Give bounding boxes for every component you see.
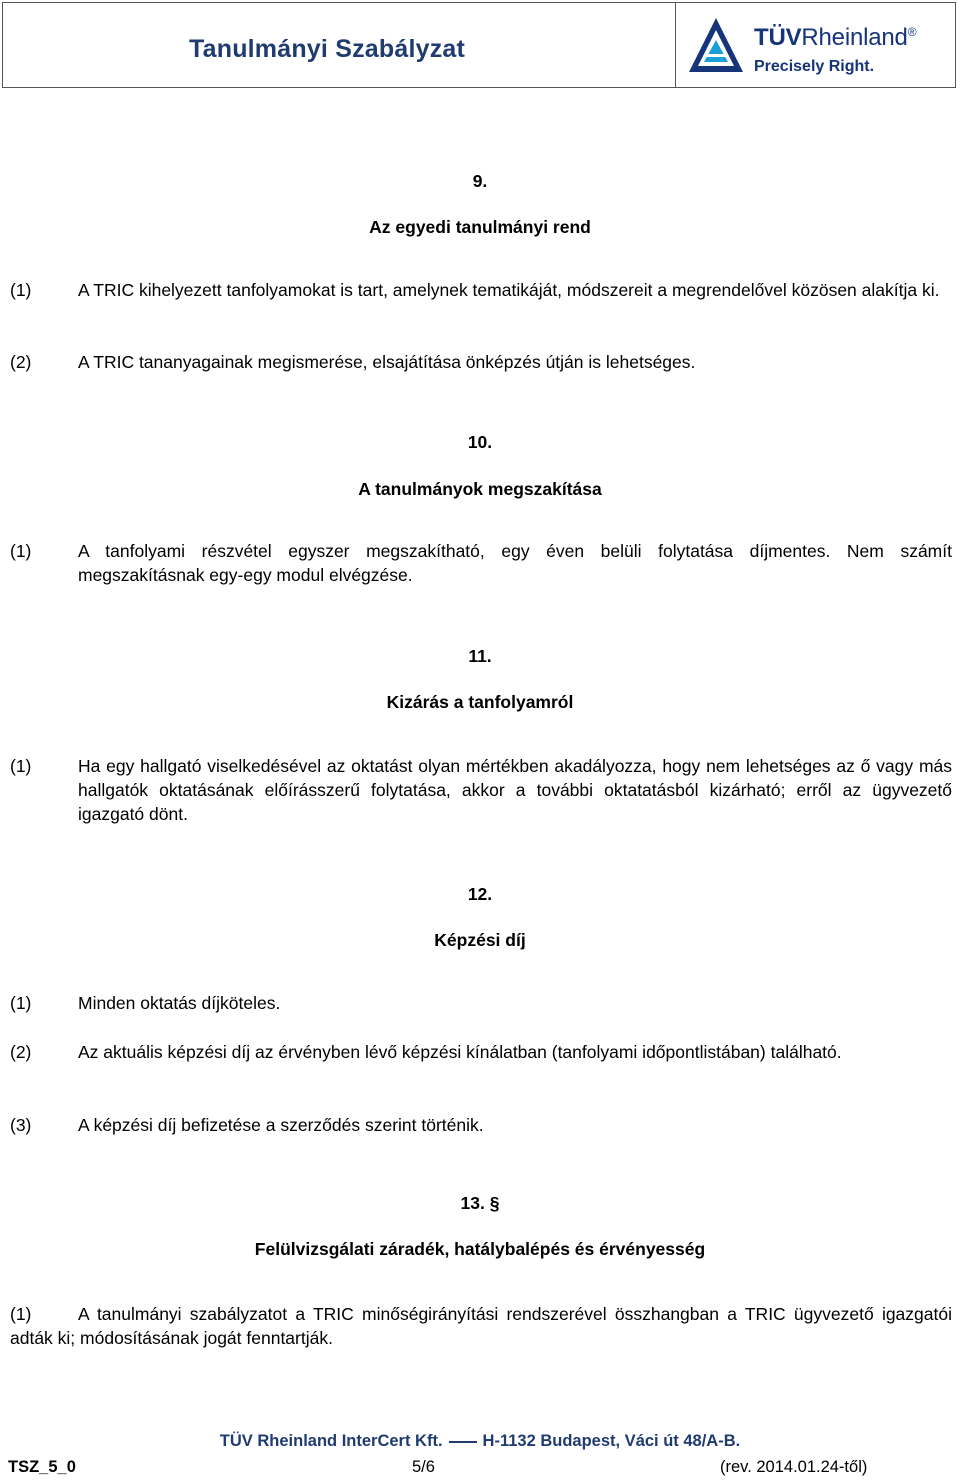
paragraph-text: A TRIC tananyagainak megismerése, elsajátítása önképzés útján is lehetséges. <box>78 352 696 372</box>
header-divider <box>675 3 676 87</box>
section-number: 9. <box>472 171 488 191</box>
paragraph <box>10 754 952 826</box>
paragraph <box>10 1113 952 1137</box>
section-number: 13. § <box>460 1193 500 1213</box>
paragraph <box>10 991 952 1015</box>
paragraph-number: (1) <box>10 1304 32 1324</box>
paragraph-text: A tanulmányi szabályzatot a TRIC minőségirányítási rendszerével összhangban a TRIC ügyvezető igazgatói adták ki; módosításának jogát fenntartják. <box>10 1304 952 1348</box>
footer-address: H-1132 Budapest, Váci út 48/A-B. <box>482 1432 741 1450</box>
footer-company-address <box>0 1432 960 1451</box>
section-title: Képzési díj <box>434 930 526 950</box>
paragraph-number: (3) <box>10 1115 32 1135</box>
footer-page-number: 5/6 <box>412 1458 435 1476</box>
paragraph-number: (1) <box>10 541 32 561</box>
logo-tagline: Precisely Right. <box>754 58 875 75</box>
paragraph-text: A TRIC kihelyezett tanfolyamokat is tart, amelynek tematikáját, módszereit a megrendelővel közösen alakítja ki. <box>78 280 940 300</box>
paragraph-text: A képzési díj befizetése a szerződés szerint történik. <box>78 1115 484 1135</box>
tuv-triangle-icon <box>687 16 745 74</box>
section-number: 12. <box>467 884 493 904</box>
footer-company: TÜV Rheinland InterCert Kft. <box>219 1432 443 1450</box>
paragraph <box>10 1040 952 1064</box>
paragraph-number: (1) <box>10 280 32 300</box>
section-number: 10. <box>467 432 493 452</box>
document-title: Tanulmányi Szabályzat <box>189 35 466 63</box>
paragraph-text: A tanfolyami részvétel egyszer megszakítható, egy éven belüli folytatása díjmentes. Nem számít megszakításnak egy-egy modul elvégzése. <box>78 541 952 585</box>
footer-revision: (rev. 2014.01.24-től) <box>720 1458 868 1476</box>
paragraph <box>10 278 952 302</box>
paragraph-text: Ha egy hallgató viselkedésével az oktatást olyan mértékben akadályozza, hogy nem lehetséges az ő vagy más hallgatók oktatásának előírásszerű folytatása, akkor a további oktatatásból kizárható; erről az ügyvezető igazgató dönt. <box>78 756 952 824</box>
paragraph-number: (2) <box>10 352 32 372</box>
paragraph-number: (2) <box>10 1042 32 1062</box>
paragraph <box>10 539 952 587</box>
logo-wordmark: TÜVRheinland® <box>754 24 917 51</box>
paragraph-number: (1) <box>10 756 32 776</box>
section-title: A tanulmányok megszakítása <box>358 479 602 499</box>
paragraph-text: Minden oktatás díjköteles. <box>78 993 281 1013</box>
paragraph-number: (1) <box>10 993 32 1013</box>
paragraph <box>10 1302 952 1350</box>
footer-doc-code: TSZ_5_0 <box>8 1458 76 1476</box>
paragraph-text: Az aktuális képzési díj az érvényben lévő képzési kínálatban (tanfolyami időpontlistában) található. <box>78 1042 842 1062</box>
section-number: 11. <box>468 646 492 666</box>
section-title: Felülvizsgálati záradék, hatálybalépés és érvényesség <box>254 1239 706 1259</box>
page-header <box>2 2 956 88</box>
paragraph <box>10 350 952 374</box>
footer-dash <box>449 1441 477 1443</box>
section-title: Kizárás a tanfolyamról <box>386 692 574 712</box>
tuv-rheinland-logo <box>687 14 952 80</box>
section-title: Az egyedi tanulmányi rend <box>369 217 591 237</box>
